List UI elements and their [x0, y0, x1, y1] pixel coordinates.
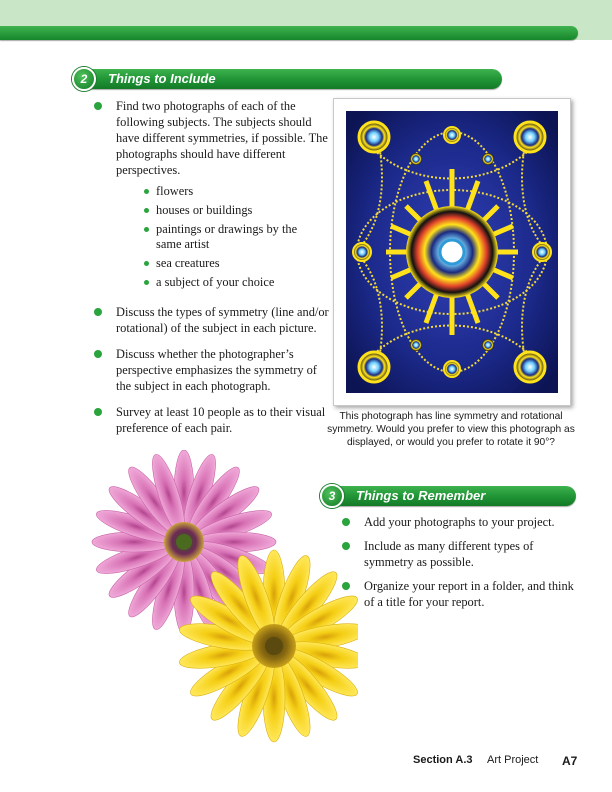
sublist-item: a subject of your choice: [142, 275, 302, 290]
section-2-number: 2: [72, 67, 96, 91]
list-item-text: Include as many different types of symmetry as possible.: [364, 539, 534, 569]
section-3-title: Things to Remember: [356, 488, 486, 503]
bullet-icon: [94, 408, 102, 416]
bullet-icon: [94, 350, 102, 358]
section-2-header: [80, 69, 502, 89]
flowers-illustration: [88, 450, 358, 750]
bullet-icon: [342, 582, 350, 590]
sublist-item: flowers: [142, 184, 302, 199]
list-item: [92, 346, 332, 394]
section-2-list: [92, 98, 332, 446]
sublist-item: paintings or drawings by the same artist: [142, 222, 302, 252]
list-item: [340, 514, 574, 530]
sublist-item: sea creatures: [142, 256, 302, 271]
top-header-bar: [0, 26, 578, 40]
list-item: [340, 578, 574, 610]
bullet-icon: [144, 208, 149, 213]
bullet-icon: [342, 518, 350, 526]
subject-sublist: [142, 184, 302, 290]
footer-section: Section A.3: [413, 754, 473, 766]
bullet-icon: [342, 542, 350, 550]
section-3-number: 3: [320, 484, 344, 508]
section-3-header: [328, 486, 576, 506]
photo-caption: This photograph has line symmetry and rotational symmetry. Would you prefer to view this photograph as displayed, or would you prefer to rotate it 90°?: [327, 411, 575, 448]
fractal-photo: [333, 98, 571, 406]
section-2-title: Things to Include: [108, 71, 216, 86]
footer-page-number: A7: [562, 754, 578, 768]
sublist-item: houses or buildings: [142, 203, 302, 218]
list-item-text: Survey at least 10 people as to their visual preference of each pair.: [116, 405, 326, 435]
bullet-icon: [144, 189, 149, 194]
bullet-icon: [144, 227, 149, 232]
fractal-image: [346, 111, 558, 393]
section-3-list: [340, 514, 574, 618]
list-item: [92, 304, 332, 336]
bullet-icon: [94, 308, 102, 316]
list-item-text: Add your photographs to your project.: [364, 515, 555, 529]
list-item: [92, 404, 332, 436]
bullet-icon: [144, 261, 149, 266]
list-item-text: Find two photographs of each of the following subjects. The subjects should have different symmetries, if possible. The photographs should have different perspectives.: [116, 99, 328, 177]
bullet-icon: [144, 280, 149, 285]
list-item-text: Organize your report in a folder, and think of a title for your report.: [364, 579, 574, 609]
list-item-text: Discuss whether the photographer’s perspective emphasizes the symmetry of the subject in each photograph.: [116, 347, 317, 393]
footer-chapter: Art Project: [487, 754, 539, 766]
list-item-text: Discuss the types of symmetry (line and/or rotational) of the subject in each picture.: [116, 305, 329, 335]
bullet-icon: [94, 102, 102, 110]
list-item: [340, 538, 574, 570]
list-item: [92, 98, 332, 290]
